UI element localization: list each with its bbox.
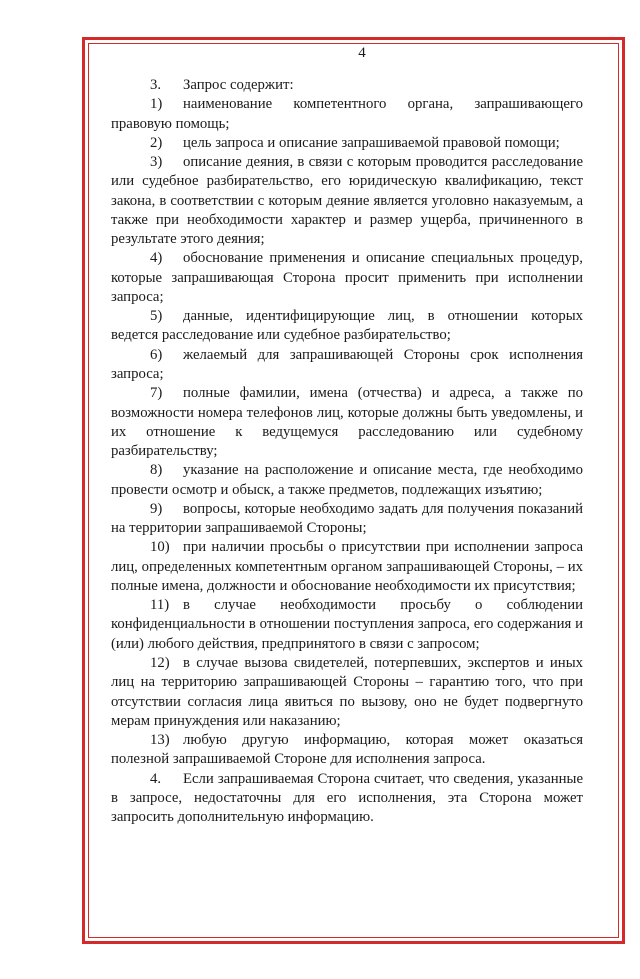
paragraph	[111, 95, 583, 134]
paragraph-text: данные, идентифицирующие лиц, в отношении которых ведется расследование или судебное разбирательство;	[111, 308, 583, 344]
item-number: 11)	[150, 597, 170, 614]
paragraph-text: любую другую информацию, которая может оказаться полезной запрашиваемой Стороне для исполнения запроса.	[111, 732, 583, 768]
item-number: 4.	[150, 770, 162, 787]
item-number: 13)	[150, 732, 170, 749]
document-body	[111, 76, 583, 827]
paragraph-text: желаемый для запрашивающей Стороны срок исполнения запроса;	[111, 346, 583, 382]
item-number: 3.	[150, 77, 162, 93]
paragraph-text: в случае необходимости просьбу о соблюдении конфиденциальности в отношении поступления запроса, его содержания и (или) любого действия, предпринятого в связи с запросом;	[111, 597, 583, 652]
paragraph-text: Запрос содержит:	[183, 77, 294, 93]
paragraph	[111, 596, 583, 654]
paragraph-text: в случае вызова свидетелей, потерпевших, экспертов и иных лиц на территорию запрашивающей Стороны – гарантию того, что при отсутствии согласия лица явиться по вызову, оно не будет подвергнуто мерам принуждения или наказанию;	[111, 654, 583, 729]
paragraph	[111, 134, 583, 153]
paragraph-text: вопросы, которые необходимо задать для получения показаний на территории запрашиваемой Стороны;	[111, 500, 583, 537]
paragraph	[111, 500, 583, 539]
paragraph	[111, 153, 583, 249]
item-number: 10)	[150, 539, 170, 556]
item-number: 8)	[150, 462, 163, 479]
paragraph	[111, 538, 583, 596]
item-number: 1)	[150, 96, 163, 113]
item-number: 12)	[150, 654, 170, 671]
paragraph	[111, 384, 583, 461]
paragraph	[111, 249, 583, 307]
item-number: 4)	[150, 250, 163, 267]
item-number: 3)	[150, 154, 163, 171]
paragraph-text: полные фамилии, имена (отчества) и адреса, а также по возможности номера телефонов лиц, которые должны быть уведомлены, и их отношение к ведущемуся расследованию или судебному разбирательству;	[111, 385, 583, 460]
item-number: 7)	[150, 385, 163, 402]
item-number: 6)	[150, 346, 163, 363]
paragraph-text: при наличии просьбы о присутствии при исполнении запроса лиц, определенных компетентным органом запрашивающей Стороны, – их полные имена, должности и обоснование необходимости их присутствия;	[111, 539, 583, 594]
paragraph-text: наименование компетентного органа, запрашивающего правовую помощь;	[111, 96, 583, 132]
item-number: 2)	[150, 134, 163, 151]
paragraph-text: цель запроса и описание запрашиваемой правовой помощи;	[183, 134, 560, 151]
paragraph	[111, 654, 583, 731]
page-number: 4	[358, 45, 366, 61]
paragraph	[111, 770, 583, 828]
paragraph	[111, 307, 583, 346]
paragraph	[111, 461, 583, 500]
paragraph-text: описание деяния, в связи с которым проводится расследование или судебное разбирательство, его юридическую квалификацию, текст закона, в соответствии с которым деяние является уголовно наказуемым, а также при необходимости характер и размер ущерба, причиненного в результате этого деяния;	[111, 154, 583, 248]
item-number: 5)	[150, 308, 163, 325]
paragraph-text: указание на расположение и описание места, где необходимо провести осмотр и обыск, а также предметов, подлежащих изъятию;	[111, 462, 583, 498]
paragraph	[111, 346, 583, 385]
paragraph	[111, 731, 583, 770]
paragraph-text: обоснование применения и описание специальных процедур, которые запрашивающая Сторона просит применить при исполнении запроса;	[111, 250, 583, 305]
paragraph	[111, 76, 583, 95]
paragraph-text: Если запрашиваемая Сторона считает, что сведения, указанные в запросе, недостаточны для его исполнения, эта Сторона может запросить дополнительную информацию.	[111, 770, 583, 826]
item-number: 9)	[150, 500, 163, 517]
